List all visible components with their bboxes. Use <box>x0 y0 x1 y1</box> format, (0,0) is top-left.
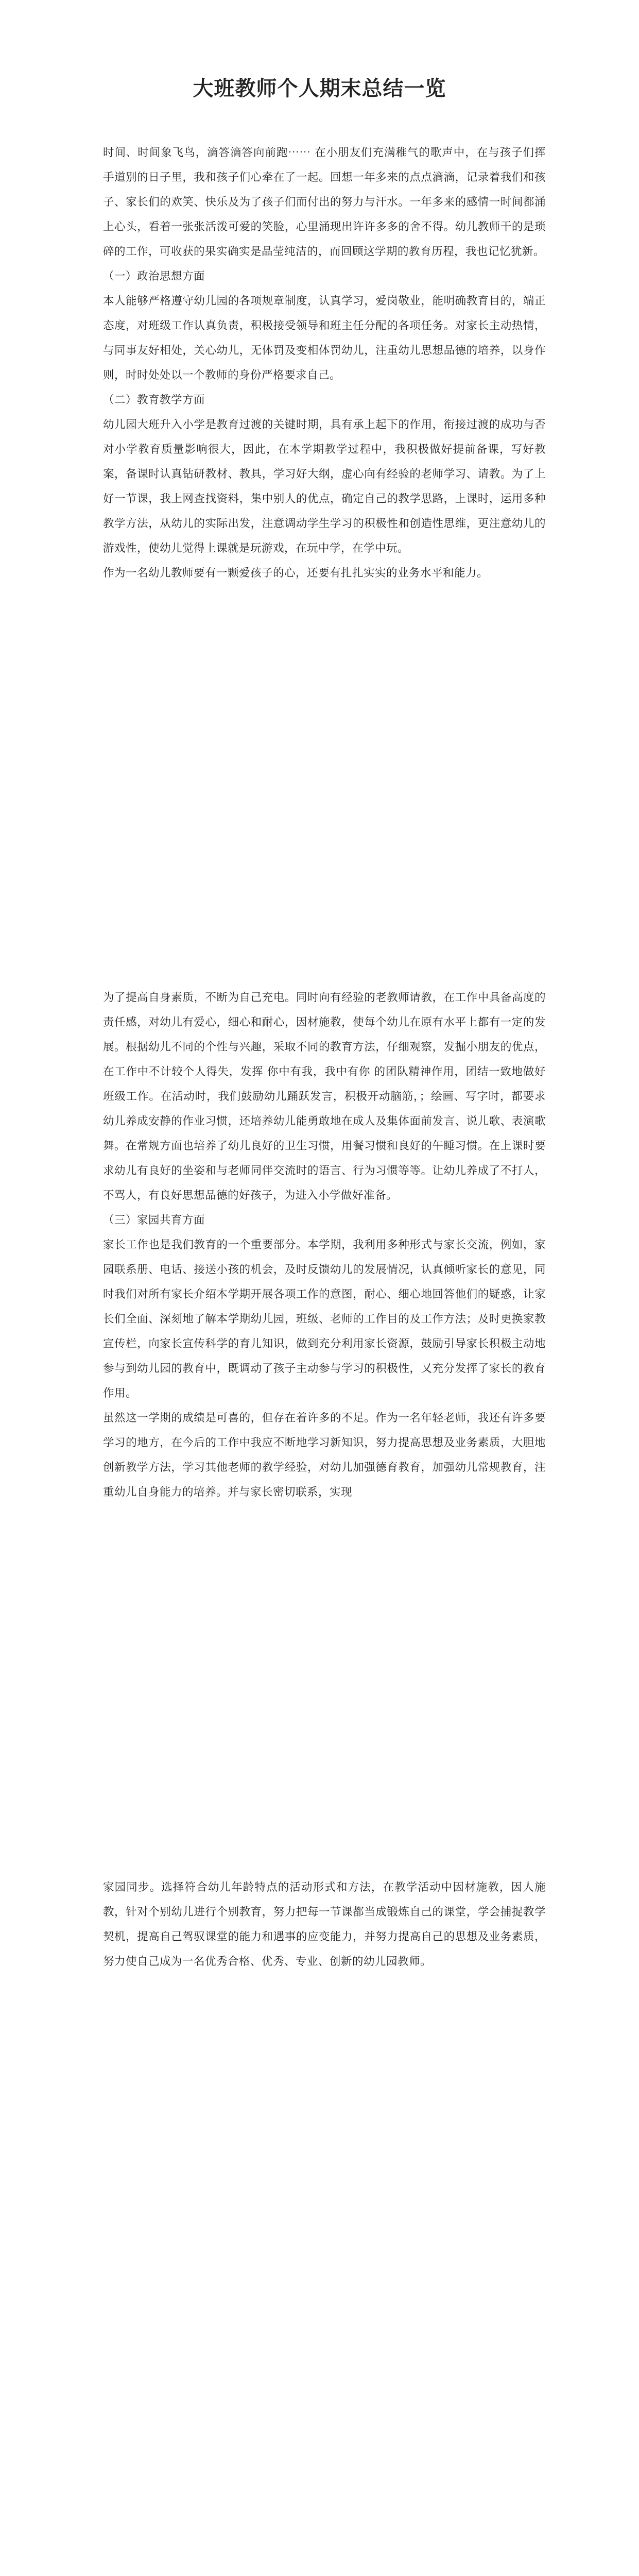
paragraph-conclusion: 家园同步。选择符合幼儿年龄特点的活动形式和方法，在教学活动中因材施教，因人施教，针对个别幼儿进行个别教育，努力把每一节课都当成锻炼自己的课堂，学会捕捉教学契机，提高自己驾驭课堂的能力和遇事的应变能力，并努力提高自己的思想及业务素质，努力使自己成为一名优秀合格、优秀、专业、创新的幼儿园教师。 <box>103 1881 546 1968</box>
paragraph-home-school: 家长工作也是我们教育的一个重要部分。本学期，我利用多种形式与家长交流，例如，家园联系册、电话、接送小孩的机会，及时反馈幼儿的发展情况，认真倾听家长的意见，同时我们对所有家长介绍本学期开展各项工作的意图，耐心、细心地回答他们的疑惑，让家长们全面、深刻地了解本学期幼儿园，班级、老师的工作目的及工作方法；及时更换家教宣传栏，向家长宣传科学的育儿知识，做到充分利用家长资源，鼓励引导家长积极主动地参与到幼儿园的教育中，既调动了孩子主动参与学习的积极性，又充分发挥了家长的教育作用。 <box>103 1239 546 1400</box>
section-heading-political: （一）政治思想方面 <box>103 270 205 283</box>
paragraph-teacher-heart: 作为一名幼儿教师要有一颗爱孩子的心，还要有扎扎实实的业务水平和能力。 <box>103 567 489 580</box>
section-heading-teaching: （二）教育教学方面 <box>103 394 205 406</box>
section-page-1 <box>103 141 546 586</box>
paragraph-political: 本人能够严格遵守幼儿园的各项规章制度，认真学习，爱岗敬业，能明确教育目的，端正态度，对班级工作认真负责，积极接受领导和班主任分配的各项任务。对家长主动热情，与同事友好相处，关心幼儿，无体罚及变相体罚幼儿，注重幼儿思想品德的培养，以身作则，时时处处以一个教师的身份严格要求自己。 <box>103 295 546 382</box>
section-page-2 <box>103 986 546 1505</box>
paragraph-self-improvement: 为了提高自身素质，不断为自己充电。同时向有经验的老教师请教，在工作中具备高度的责任感，对幼儿有爱心，细心和耐心，因材施教，使每个幼儿在原有水平上都有一定的发展。根据幼儿不同的个性与兴趣，采取不同的教育方法，仔细观察，发掘小朋友的优点，在工作中不计较个人得失，发挥 你中有我，我中有你 的团队精神作用，团结一致地做好班级工作。在活动时，我们鼓励幼儿踊跃发言，积极开动脑筋，；绘画、写字时，都要求幼儿养成安静的作业习惯，还培养幼儿能勇敢地在成人及集体面前发言、说儿歌、表演歌舞。在常规方面也培养了幼儿良好的卫生习惯，用餐习惯和良好的午睡习惯。在上课时要求幼儿有良好的坐姿和与老师同伴交流时的语言、行为习惯等等。让幼儿养成了不打人，不骂人，有良好思想品德的好孩子，为进入小学做好准备。 <box>103 991 546 1202</box>
intro-paragraph: 时间、时间象飞鸟，滴答滴答向前跑⋯⋯ 在小朋友们充满稚气的歌声中，在与孩子们挥手道别的日子里，我和孩子们心牵在了一起。回想一年多来的点点滴滴，记录着我们和孩子、家长们的欢笑、快乐及为了孩子们而付出的努力与汗水。一年多来的感情一时间都涌上心头，看着一张张活泼可爱的笑脸，心里涌现出许许多多的舍不得。幼儿教师干的是琐碎的工作，可收获的果实确实是晶莹纯洁的，而回顾这学期的教育历程，我也记忆犹新。 <box>103 146 546 258</box>
section-page-3 <box>103 1875 546 1974</box>
page-title: 大班教师个人期末总结一览 <box>193 76 446 100</box>
section-heading-home-school: （三）家园共育方面 <box>103 1214 205 1227</box>
paragraph-teaching: 幼儿园大班升入小学是教育过渡的关键时期，具有承上起下的作用，衔接过渡的成功与否对小学教育质量影响很大，因此，在本学期教学过程中，我积极做好提前备课，写好教案，备课时认真钻研教材、教具，学习好大纲，虚心向有经验的老师学习、请教。为了上好一节课，我上网查找资料，集中别人的优点，确定自己的教学思路，上课时，运用多种教学方法，从幼儿的实际出发，注意调动学生学习的积极性和创造性思维，更注意幼儿的游戏性，使幼儿觉得上课就是玩游戏，在玩中学，在学中玩。 <box>103 418 546 555</box>
paragraph-shortcomings: 虽然这一学期的成绩是可喜的，但存在着许多的不足。作为一名年轻老师，我还有许多要学习的地方，在今后的工作中我应不断地学习新知识，努力提高思想及业务素质，大胆地创新教学方法，学习其他老师的教学经验，对幼儿加强德育教育，加强幼儿常规教育，注重幼儿自身能力的培养。并与家长密切联系，实现 <box>103 1412 546 1499</box>
